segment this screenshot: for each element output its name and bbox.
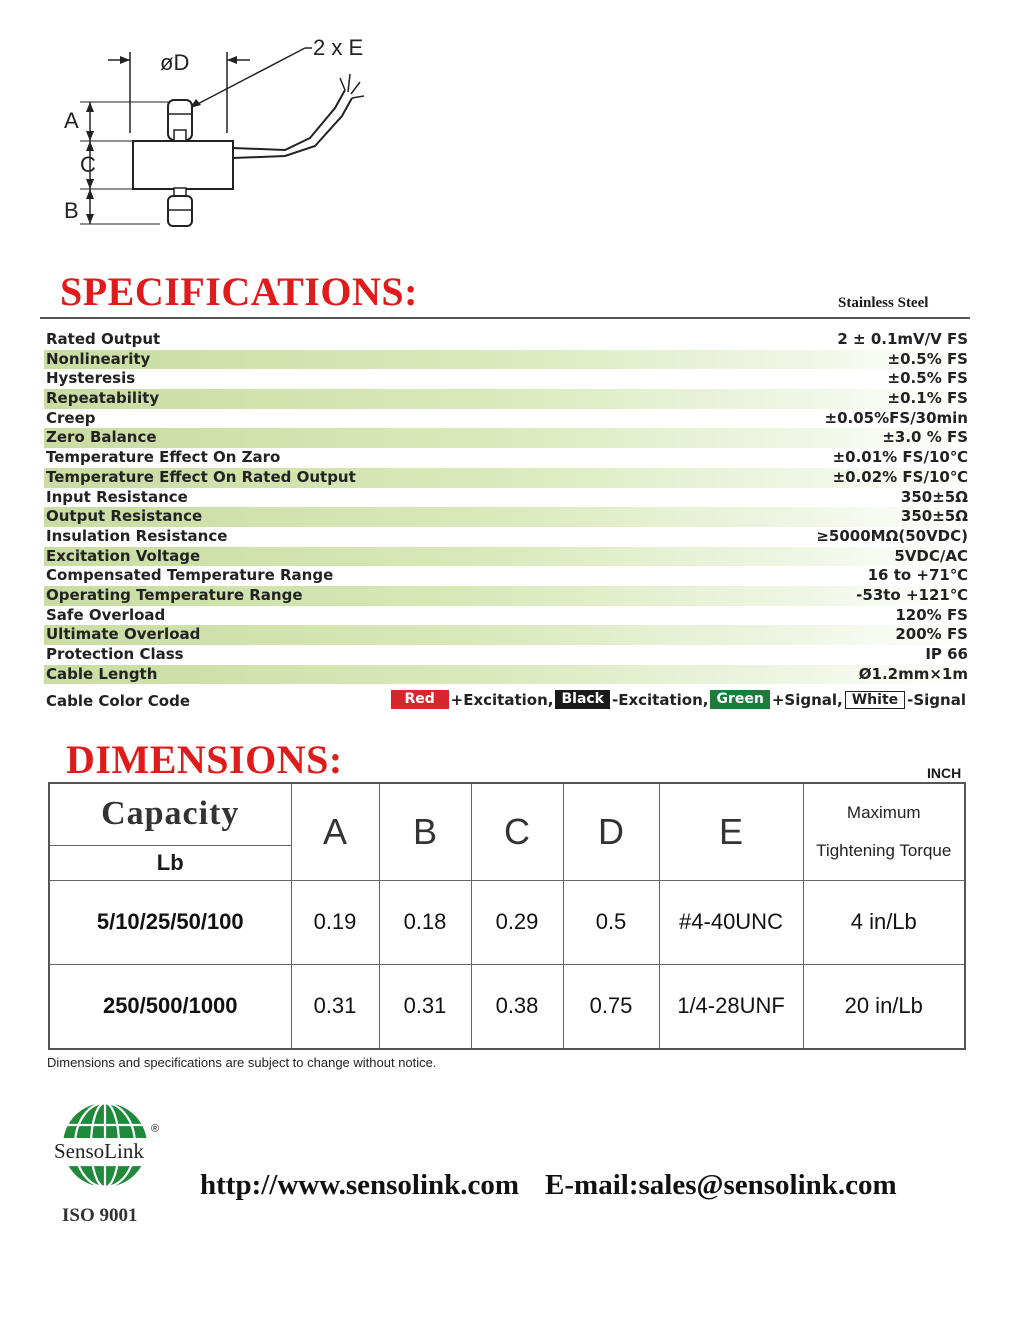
cable-chip-white: White bbox=[845, 691, 905, 709]
cable-chip-red: Red bbox=[391, 690, 449, 709]
spec-value: IP 66 bbox=[925, 645, 968, 663]
spec-label: Cable Length bbox=[46, 664, 158, 683]
spec-label: Zero Balance bbox=[46, 428, 157, 447]
cable-text-green: +Signal, bbox=[771, 690, 843, 709]
spec-value: 350±5Ω bbox=[900, 507, 968, 526]
cell-c: 0.29 bbox=[471, 880, 563, 964]
cell-torque: 4 in/Lb bbox=[803, 880, 965, 964]
spec-row-creep bbox=[44, 409, 970, 429]
spec-label: Safe Overload bbox=[46, 605, 166, 624]
header-a: A bbox=[291, 783, 379, 880]
spec-row-cable-length bbox=[44, 665, 970, 685]
spec-value: Ø1.2mm×1m bbox=[858, 664, 968, 683]
spec-value: 200% FS bbox=[895, 625, 968, 644]
spec-row-output-resistance bbox=[44, 507, 970, 527]
spec-value: 350±5Ω bbox=[900, 487, 968, 506]
spec-row-repeatability bbox=[44, 389, 970, 409]
material-label: Stainless Steel bbox=[838, 295, 929, 311]
cell-a: 0.31 bbox=[291, 964, 379, 1049]
cell-torque: 20 in/Lb bbox=[803, 964, 965, 1049]
spec-row-zero-balance bbox=[44, 428, 970, 448]
cell-a: 0.19 bbox=[291, 880, 379, 964]
cell-d: 0.5 bbox=[563, 880, 659, 964]
cable-text-red: +Excitation, bbox=[450, 690, 554, 709]
spec-row-excitation-voltage bbox=[44, 547, 970, 567]
spec-row-compensated-range bbox=[44, 566, 970, 586]
spec-row-hysteresis bbox=[44, 369, 970, 389]
spec-value: 2 ± 0.1mV/V FS bbox=[837, 330, 968, 348]
table-header-row bbox=[49, 783, 965, 845]
spec-value: ±0.01% FS/10℃ bbox=[832, 448, 968, 467]
spec-label: Insulation Resistance bbox=[46, 526, 228, 545]
cell-capacity: 250/500/1000 bbox=[49, 964, 291, 1049]
header-e: E bbox=[659, 783, 803, 880]
spec-value: ±0.05%FS/30min bbox=[824, 408, 968, 427]
capacity-header-text: Capacity bbox=[101, 795, 240, 833]
header-d: D bbox=[563, 783, 659, 880]
spec-label: Hysteresis bbox=[46, 369, 136, 388]
spec-label: Creep bbox=[46, 408, 96, 427]
spec-label: Input Resistance bbox=[46, 487, 188, 506]
cell-c: 0.38 bbox=[471, 964, 563, 1049]
spec-label: Compensated Temperature Range bbox=[46, 566, 334, 585]
contact-line bbox=[200, 1169, 897, 1202]
spec-value: 5VDC/AC bbox=[894, 546, 968, 565]
dim-label-d: øD bbox=[160, 50, 190, 75]
spec-label: Temperature Effect On Rated Output bbox=[46, 467, 356, 486]
cable-text-black: -Excitation, bbox=[612, 690, 709, 709]
spec-label: Rated Output bbox=[46, 330, 161, 348]
disclaimer-note: Dimensions and specifications are subject to change without notice. bbox=[47, 1055, 437, 1070]
spec-row-ultimate-overload bbox=[44, 625, 970, 645]
cell-e: #4-40UNC bbox=[659, 880, 803, 964]
spec-value: 120% FS bbox=[895, 605, 968, 624]
spec-label: Temperature Effect On Zaro bbox=[46, 448, 281, 467]
table-row bbox=[49, 964, 965, 1049]
spec-label: Operating Temperature Range bbox=[46, 585, 303, 604]
spec-value: ±0.1% FS bbox=[887, 389, 968, 408]
spec-value: ≥5000MΩ(50VDC) bbox=[816, 526, 968, 545]
spec-row-cable-color-code bbox=[44, 690, 970, 712]
cell-d: 0.75 bbox=[563, 964, 659, 1049]
dim-label-c: C bbox=[80, 152, 96, 177]
spec-label: Excitation Voltage bbox=[46, 546, 201, 565]
spec-value: -53to +121℃ bbox=[856, 585, 968, 604]
spec-row-rated-output bbox=[44, 330, 970, 350]
cable-chip-black: Black bbox=[555, 690, 610, 709]
spec-value: ±0.5% FS bbox=[887, 349, 968, 368]
torque-header-line1: Maximum bbox=[846, 802, 921, 822]
unit-label: INCH bbox=[927, 765, 962, 781]
spec-value: ±0.5% FS bbox=[887, 369, 968, 388]
cell-capacity: 5/10/25/50/100 bbox=[49, 880, 291, 964]
spec-list bbox=[44, 330, 970, 684]
cell-b: 0.31 bbox=[379, 964, 471, 1049]
spec-label: Nonlinearity bbox=[46, 349, 151, 368]
spec-label: Cable Color Code bbox=[46, 692, 191, 710]
spec-row-nonlinearity bbox=[44, 350, 970, 370]
header-capacity bbox=[49, 783, 291, 845]
spec-row-protection-class bbox=[44, 645, 970, 665]
cable-chip-green: Green bbox=[710, 690, 769, 709]
spec-label: Output Resistance bbox=[46, 507, 203, 526]
header-b: B bbox=[379, 783, 471, 880]
cable-text-white: -Signal bbox=[907, 690, 966, 709]
dim-label-b: B bbox=[64, 198, 79, 223]
torque-header-line2: Tightening Torque bbox=[816, 840, 952, 860]
header-torque bbox=[803, 783, 965, 880]
specifications-title: SPECIFICATIONS: bbox=[60, 269, 418, 314]
dim-label-a: A bbox=[64, 108, 79, 133]
spec-row-input-resistance bbox=[44, 488, 970, 508]
dimensions-title: DIMENSIONS: bbox=[66, 737, 343, 782]
table-row bbox=[49, 880, 965, 964]
spec-value: 16 to +71℃ bbox=[867, 566, 968, 585]
spec-label: Ultimate Overload bbox=[46, 625, 201, 644]
logo-text: SensoLink bbox=[54, 1139, 144, 1163]
spec-row-safe-overload bbox=[44, 606, 970, 626]
spec-value: ±0.02% FS/10℃ bbox=[832, 467, 968, 486]
spec-label: Repeatability bbox=[46, 389, 160, 408]
spec-row-operating-range bbox=[44, 586, 970, 606]
cable-color-codes bbox=[391, 690, 968, 709]
load-cell-drawing bbox=[40, 28, 420, 238]
header-c: C bbox=[471, 783, 563, 880]
spec-label: Protection Class bbox=[46, 645, 184, 663]
spec-value: ±3.0 % FS bbox=[882, 428, 968, 447]
cell-e: 1/4-28UNF bbox=[659, 964, 803, 1049]
dimensions-table bbox=[48, 782, 966, 1050]
email-link[interactable]: E-mail:sales@sensolink.com bbox=[545, 1169, 897, 1201]
website-link[interactable]: http://www.sensolink.com bbox=[200, 1169, 520, 1201]
cell-b: 0.18 bbox=[379, 880, 471, 964]
dim-label-e: 2 x E bbox=[313, 35, 364, 60]
header-lb: Lb bbox=[49, 845, 291, 880]
registered-mark: ® bbox=[151, 1123, 160, 1135]
iso-label: ISO 9001 bbox=[62, 1205, 138, 1226]
spec-row-temp-effect-output bbox=[44, 468, 970, 488]
spec-divider bbox=[40, 317, 970, 319]
spec-row-temp-effect-zero bbox=[44, 448, 970, 468]
spec-row-insulation-resistance bbox=[44, 527, 970, 547]
